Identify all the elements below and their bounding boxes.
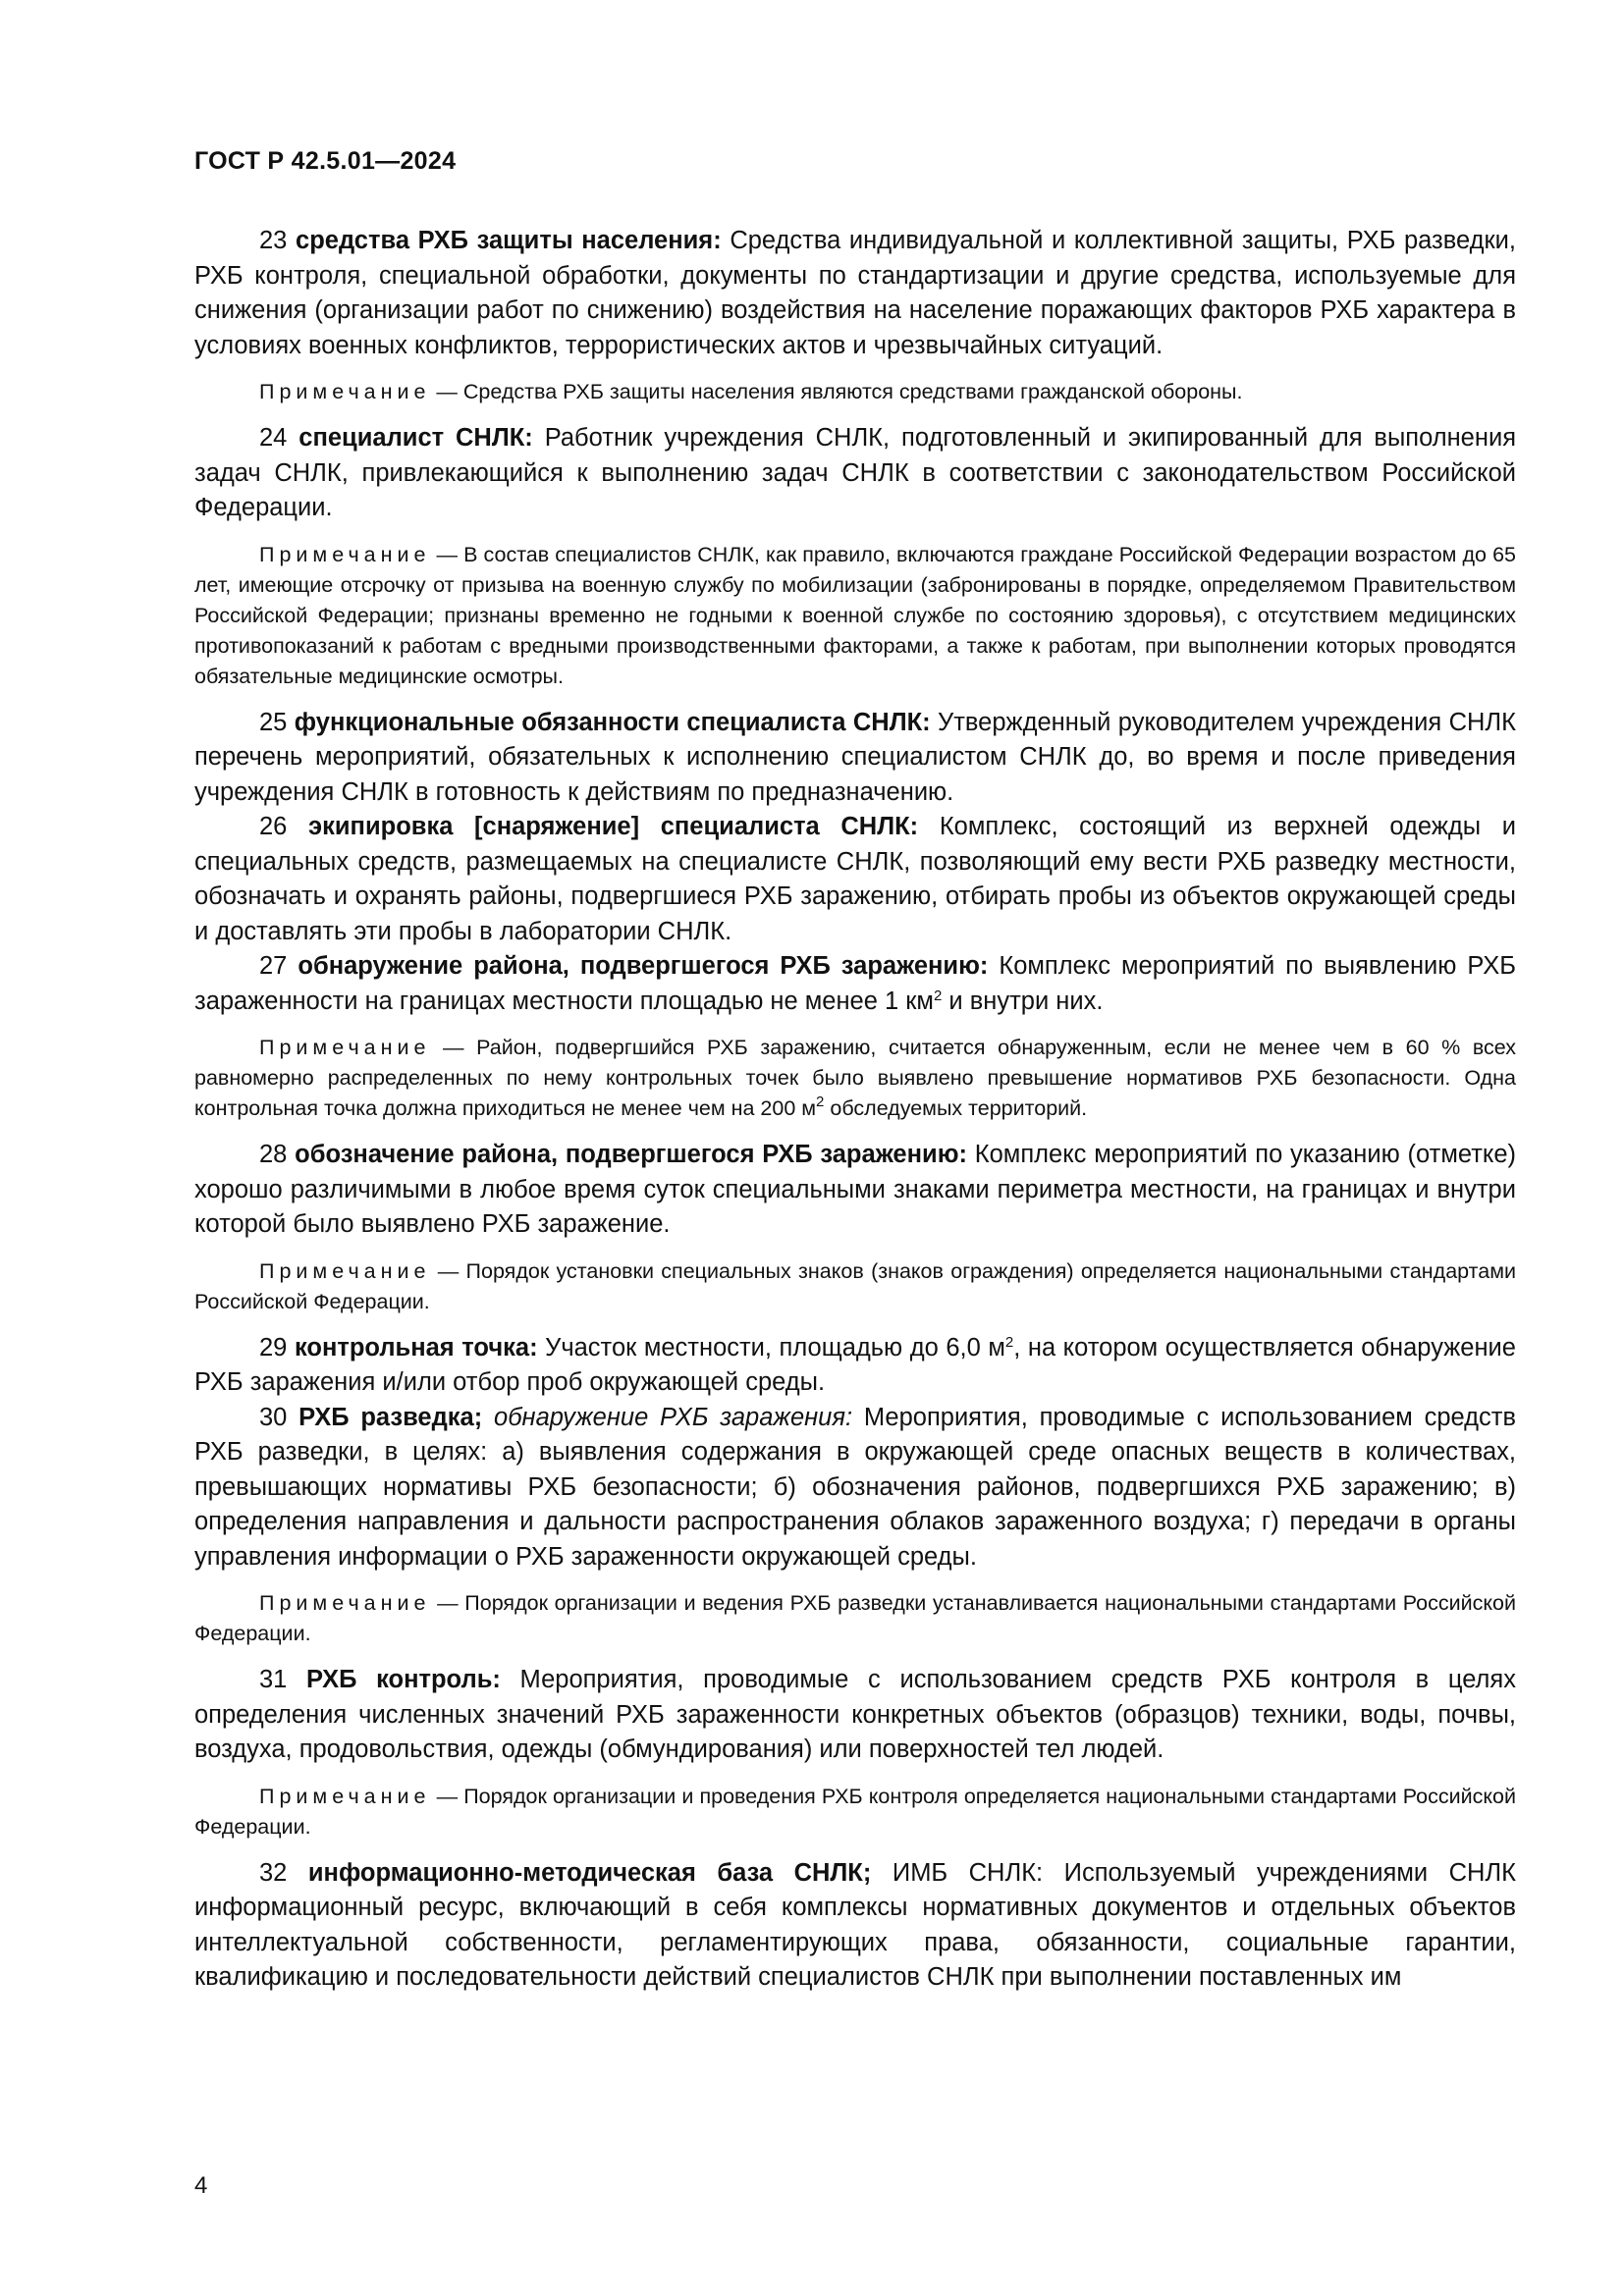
term-25 bbox=[194, 706, 1516, 811]
term-name: РХБ контроль: bbox=[306, 1666, 501, 1693]
term-name: специалист СНЛК: bbox=[298, 424, 533, 452]
note-label: Примечание bbox=[259, 1591, 431, 1615]
note-label: Примечание bbox=[259, 380, 431, 403]
document-body bbox=[194, 224, 1516, 2009]
term-definition: Работник учреждения СНЛК, подготовленный и экипированный для выполнения задач СНЛК, привлекающийся к выполнению задач СНЛК в соответствии с законодательством Российской Федерации. bbox=[194, 424, 1516, 521]
term-number: 28 bbox=[259, 1141, 288, 1168]
term-number: 25 bbox=[259, 708, 288, 736]
note-24 bbox=[194, 540, 1516, 692]
note-dash: — bbox=[430, 1258, 466, 1283]
document-header: ГОСТ Р 42.5.01—2024 bbox=[194, 147, 457, 175]
note-dash: — bbox=[430, 1784, 464, 1808]
note-text: Средства РХБ защиты населения являются средствами гражданской обороны. bbox=[462, 380, 1243, 403]
note-30 bbox=[194, 1588, 1516, 1649]
term-number: 24 bbox=[259, 424, 288, 452]
note-text: Порядок установки специальных знаков (знаков ограждения) определяется национальными стандартами Российской Федерации. bbox=[194, 1258, 1516, 1313]
term-definition: Утвержденный руководителем учреждения СНЛК перечень мероприятий, обязательных к исполнению специалистом СНЛК до, во время и после приведения учреждения СНЛК в готовность к действиям по предназначению. bbox=[194, 708, 1516, 806]
page-number: 4 bbox=[194, 2172, 208, 2199]
note-28 bbox=[194, 1256, 1516, 1317]
term-definition: Комплекс мероприятий по выявлению РХБ зараженности на границах местности площадью не менее 1 км bbox=[194, 952, 1516, 1015]
term-name: обозначение района, подвергшегося РХБ заражению: bbox=[295, 1141, 967, 1168]
term-29 bbox=[194, 1331, 1516, 1401]
term-31 bbox=[194, 1663, 1516, 1768]
term-number: 30 bbox=[259, 1403, 288, 1431]
term-27 bbox=[194, 949, 1516, 1019]
term-number: 32 bbox=[259, 1858, 288, 1887]
term-24 bbox=[194, 421, 1516, 526]
term-32 bbox=[194, 1856, 1516, 1996]
term-definition: Мероприятия, проводимые с использованием средств РХБ разведки, в целях: а) выявления содержания в окружающей среде опасных веществ в количествах, превышающих нормативы РХБ безопасности; б) обозначения районов, подвергшихся РХБ заражению; в) определения направления и дальности распространения облаков зараженного воздуха; г) передачи в органы управления информации о РХБ зараженности окружающей среды. bbox=[194, 1403, 1516, 1571]
term-name: функциональные обязанности специалиста СНЛК: bbox=[294, 708, 931, 736]
term-definition-tail: и внутри них. bbox=[942, 987, 1104, 1015]
term-definition: Средства индивидуальной и коллективной защиты, РХБ разведки, РХБ контроля, специальной обработки, документы по стандартизации и другие средства, используемые для снижения (организации работ по снижению) воздействия на население поражающих факторов РХБ характера в условиях военных конфликтов, террористических актов и чрезвычайных ситуаций. bbox=[194, 227, 1516, 359]
superscript: 2 bbox=[933, 987, 943, 1004]
note-text: В состав специалистов СНЛК, как правило, включаются граждане Российской Федерации возрастом до 65 лет, имеющие отсрочку от призыва на военную службу по мобилизации (забронированы в порядке, определяемом Правительством Российской Федерации; признаны временно не годными к военной службе по состоянию здоровья), с отсутствием медицинских противопоказаний к работам с вредными производственными факторами, а также к работам, при выполнении которых проводятся обязательные медицинские осмотры. bbox=[194, 542, 1516, 688]
term-number: 26 bbox=[259, 813, 288, 840]
note-text: Порядок организации и проведения РХБ контроля определяется национальными стандартами Российской Федерации. bbox=[194, 1784, 1516, 1839]
superscript: 2 bbox=[1004, 1333, 1014, 1351]
term-abbreviation: ИМБ СНЛК: bbox=[892, 1858, 1044, 1887]
term-name: информационно-методическая база СНЛК; bbox=[307, 1858, 872, 1887]
note-label: Примечание bbox=[259, 1784, 431, 1808]
note-dash: — bbox=[430, 542, 464, 566]
note-27 bbox=[194, 1033, 1516, 1124]
term-name: средства РХБ защиты населения: bbox=[296, 227, 722, 254]
note-dash: — bbox=[430, 1591, 465, 1615]
term-name: РХБ разведка; bbox=[298, 1403, 483, 1431]
term-definition: Мероприятия, проводимые с использованием средств РХБ контроля в целях определения численных значений РХБ зараженности конкретных объектов (образцов) техники, воды, почвы, воздуха, продовольствия, одежды (обмундирования) или поверхностей тел людей. bbox=[194, 1666, 1516, 1763]
term-number: 29 bbox=[259, 1333, 288, 1362]
term-definition-tail: , на котором осуществляется обнаружение РХБ заражения и/или отбор проб окружающей среды. bbox=[194, 1333, 1516, 1396]
superscript: 2 bbox=[816, 1094, 825, 1110]
term-definition: Используемый учреждениями СНЛК информационный ресурс, включающий в себя комплексы нормативных документов и отдельных объектов интеллектуальной собственности, регламентирующих права, обязанности, социальные гарантии, квалификацию и последовательности действий специалистов СНЛК при выполнении поставленных им bbox=[194, 1858, 1516, 1991]
note-text-tail: обследуемых территорий. bbox=[824, 1096, 1088, 1120]
term-26 bbox=[194, 810, 1516, 949]
term-28 bbox=[194, 1138, 1516, 1243]
note-text: Порядок организации и ведения РХБ разведки устанавливается национальными стандартами Российской Федерации. bbox=[194, 1591, 1517, 1645]
term-definition: Комплекс, состоящий из верхней одежды и специальных средств, размещаемых на специалисте СНЛК, позволяющий ему вести РХБ разведку местности, обозначать и охранять районы, подвергшиеся РХБ заражению, отбирать пробы из объектов окружающей среды и доставлять эти пробы в лаборатории СНЛК. bbox=[194, 813, 1516, 945]
note-dash: — bbox=[430, 380, 463, 403]
term-definition: Комплекс мероприятий по указанию (отметке) хорошо различимыми в любое время суток специальными знаками периметра местности, на границах и внутри которой было выявлено РХБ заражение. bbox=[194, 1141, 1516, 1238]
term-synonym: обнаружение РХБ заражения: bbox=[494, 1403, 853, 1431]
note-label: Примечание bbox=[259, 542, 431, 566]
note-31 bbox=[194, 1782, 1516, 1842]
term-name: обнаружение района, подвергшегося РХБ заражению: bbox=[298, 952, 989, 980]
term-23 bbox=[194, 224, 1516, 363]
term-30 bbox=[194, 1401, 1516, 1575]
term-definition: Участок местности, площадью до 6,0 м bbox=[545, 1333, 1005, 1362]
note-label: Примечание bbox=[259, 1036, 431, 1059]
note-text: Район, подвергшийся РХБ заражению, считается обнаруженным, если не менее чем в 60 % всех равномерно распределенных по нему контрольных точек было выявлено превышение нормативов РХБ безопасности. Одна контрольная точка должна приходиться не менее чем на 200 м bbox=[194, 1036, 1516, 1120]
note-label: Примечание bbox=[259, 1258, 431, 1283]
term-number: 31 bbox=[259, 1666, 288, 1693]
note-dash: — bbox=[430, 1036, 477, 1059]
term-number: 27 bbox=[259, 952, 288, 980]
note-23 bbox=[194, 377, 1516, 407]
term-name: контрольная точка: bbox=[294, 1333, 538, 1362]
term-name: экипировка [снаряжение] специалиста СНЛК: bbox=[308, 813, 919, 840]
term-number: 23 bbox=[259, 227, 288, 254]
